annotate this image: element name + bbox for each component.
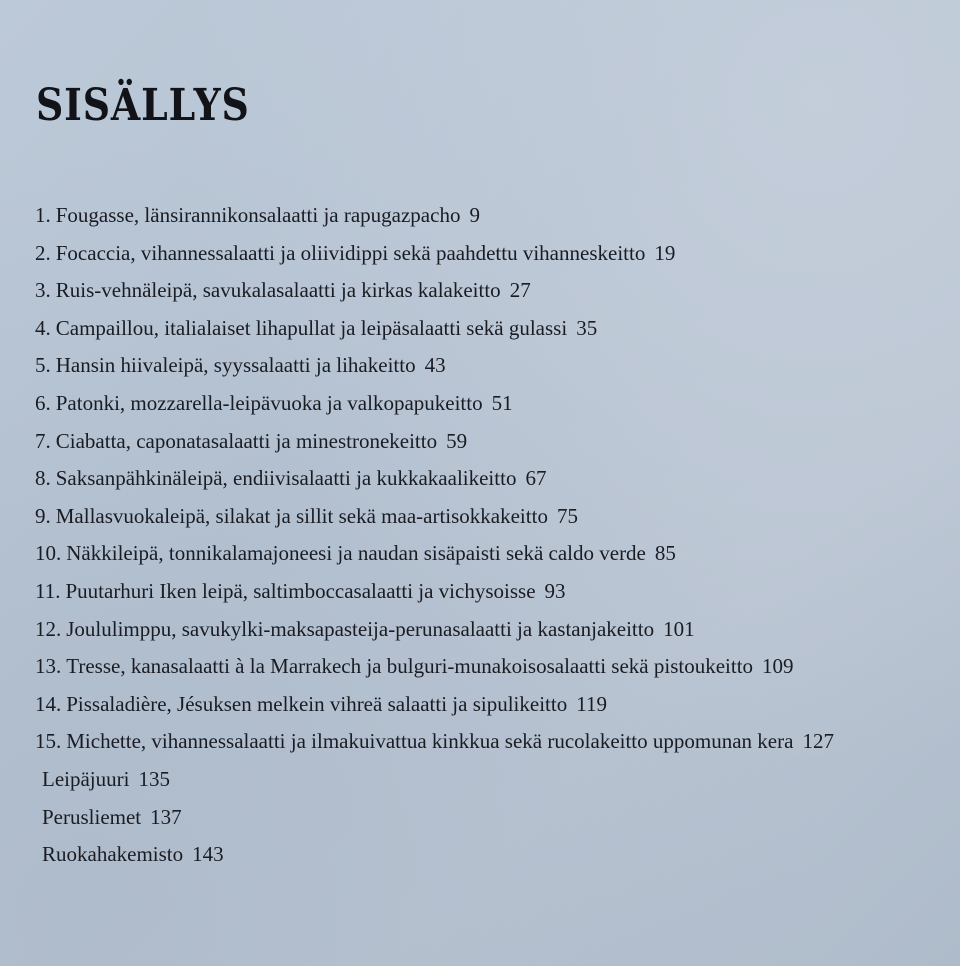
page-number: 135 (138, 766, 170, 791)
chapter-number: 6. (35, 390, 51, 415)
chapter-number: 2. (35, 240, 51, 265)
chapter-number: 13. (35, 654, 62, 679)
chapter-title: Puutarhuri Iken leipä, saltimboccasalaatti ja vichysoisse (65, 578, 536, 603)
page-number: 59 (446, 428, 468, 453)
toc-entry (35, 535, 834, 573)
toc-entry-extra (35, 761, 834, 799)
chapter-number: 12. (35, 616, 62, 641)
chapter-number: 4. (35, 315, 51, 340)
page-number: 137 (150, 804, 182, 829)
page-number: 43 (424, 353, 446, 378)
chapter-number: 10. (35, 541, 62, 566)
toc-entry-extra (35, 836, 834, 874)
toc-entry (35, 686, 834, 724)
page-number: 85 (654, 541, 676, 566)
table-of-contents (35, 197, 834, 874)
chapter-number: 1. (35, 203, 51, 227)
chapter-number: 14. (35, 691, 62, 716)
chapter-title: Joululimppu, savukylki-maksapasteija-perunasalaatti ja kastanjakeitto (66, 616, 655, 641)
page-number: 119 (576, 691, 607, 716)
page-number: 101 (663, 616, 695, 641)
page-number: 75 (556, 503, 578, 528)
page-number: 19 (654, 240, 676, 265)
page-number: 9 (469, 203, 480, 227)
chapter-title: Näkkileipä, tonnikalamajoneesi ja naudan sisäpaisti sekä caldo verde (66, 541, 646, 566)
page-number: 127 (802, 729, 834, 754)
chapter-title: Saksanpähkinäleipä, endiivisalaatti ja kukkakaalikeitto (55, 466, 517, 491)
chapter-number: 7. (35, 428, 51, 453)
chapter-title: Focaccia, vihannessalaatti ja oliividippi sekä paahdettu vihanneskeitto (55, 240, 646, 265)
toc-entry (35, 347, 834, 385)
chapter-number: 15. (35, 729, 62, 754)
page-title: SISÄLLYS (36, 80, 250, 131)
toc-entry (35, 723, 834, 761)
page-number: 93 (544, 578, 566, 603)
toc-entry (35, 197, 834, 235)
chapter-title: Patonki, mozzarella-leipävuoka ja valkopapukeitto (55, 390, 483, 415)
chapter-number: 5. (35, 353, 51, 378)
chapter-title: Ciabatta, caponatasalaatti ja minestronekeitto (55, 428, 438, 453)
section-title: Ruokahakemisto (42, 842, 184, 867)
toc-entry (35, 423, 834, 461)
toc-entry (35, 235, 834, 273)
page-number: 27 (509, 278, 531, 303)
chapter-title: Campaillou, italialaiset lihapullat ja leipäsalaatti sekä gulassi (55, 315, 568, 340)
toc-entry (35, 272, 834, 310)
toc-entry (35, 460, 834, 498)
chapter-title: Fougasse, länsirannikonsalaatti ja rapugazpacho (55, 203, 461, 227)
chapter-title: Tresse, kanasalaatti à la Marrakech ja bulguri-munakoisosalaatti sekä pistoukeitto (66, 654, 754, 679)
section-title: Leipäjuuri (42, 766, 130, 791)
toc-entry (35, 310, 834, 348)
toc-entry-extra (35, 799, 834, 837)
toc-entry (35, 573, 834, 611)
chapter-title: Michette, vihannessalaatti ja ilmakuivattua kinkkua sekä rucolakeitto uppomunan kera (66, 729, 794, 754)
chapter-title: Pissaladière, Jésuksen melkein vihreä salaatti ja sipulikeitto (66, 691, 568, 716)
chapter-number: 11. (35, 578, 61, 603)
page-number: 109 (762, 654, 794, 679)
toc-entry (35, 648, 834, 686)
chapter-number: 3. (35, 278, 51, 303)
toc-entry (35, 498, 834, 536)
page-number: 67 (525, 466, 547, 491)
page-number: 51 (491, 390, 513, 415)
toc-entry (35, 385, 834, 423)
page-number: 143 (192, 842, 224, 867)
chapter-title: Hansin hiivaleipä, syyssalaatti ja lihakeitto (55, 353, 416, 378)
chapter-title: Mallasvuokaleipä, silakat ja sillit sekä maa-artisokkakeitto (55, 503, 548, 528)
chapter-title: Ruis-vehnäleipä, savukalasalaatti ja kirkas kalakeitto (55, 278, 501, 303)
page-number: 35 (576, 315, 598, 340)
chapter-number: 9. (35, 503, 51, 528)
chapter-number: 8. (35, 466, 51, 491)
section-title: Perusliemet (42, 804, 142, 829)
toc-entry (35, 611, 834, 649)
